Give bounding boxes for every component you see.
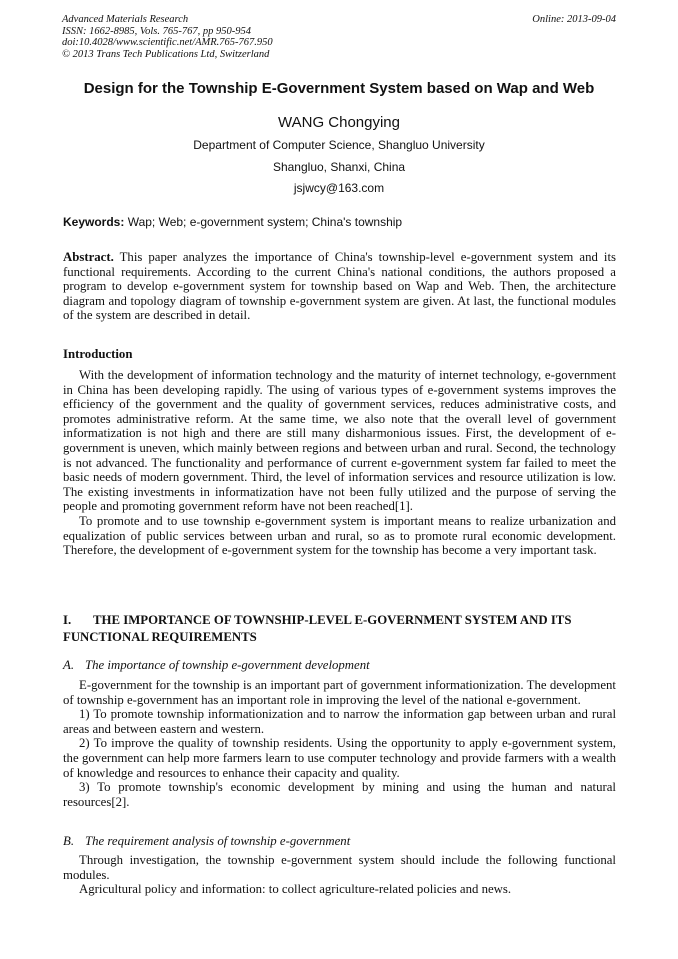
keywords-label: Keywords: — [63, 215, 125, 229]
author-name: WANG Chongying — [278, 114, 400, 131]
journal-header — [62, 14, 616, 60]
subsection-b-paragraph-2: Agricultural policy and information: to collect agriculture-related policies and news. — [79, 882, 512, 897]
subsection-b-heading — [63, 834, 350, 849]
online-date: Online: 2013-09-04 — [532, 14, 616, 25]
introduction-heading: Introduction — [63, 347, 133, 361]
subsection-a-paragraph-3: 2) To improve the quality of township residents. Using the opportunity to apply e-government system, the government can help more farmers learn to use computer technology and provide farmers with a wealth of knowledge and resources to enhance their capacity and quality. — [63, 736, 616, 780]
subsection-b-body — [63, 853, 616, 897]
section-1-heading — [63, 612, 616, 645]
abstract-text: This paper analyzes the importance of China's township-level e-government system and its functional requirements. According to the current China's national conditions, the authors proposed a program to develop e-government system for township based on Wap and Web. Then, the architecture diagram and topology diagram of township e-government system are given. At last, the functional modules of the system are described in detail. — [63, 250, 616, 323]
keywords-text: Wap; Web; e-government system; China's township — [124, 215, 403, 229]
issn-line: ISSN: 1662-8985, Vols. 765-767, pp 950-954 — [62, 25, 251, 37]
subsection-b-label: B. — [63, 834, 75, 848]
introduction-body — [63, 368, 616, 558]
affiliation-dept: Department of Computer Science, Shangluo University — [193, 138, 485, 152]
journal-name: Advanced Materials Research — [62, 14, 189, 25]
abstract — [63, 250, 616, 323]
paper-title: Design for the Township E-Government System based on Wap and Web — [83, 80, 595, 97]
subsection-a-heading — [63, 658, 370, 673]
subsection-a-label: A. — [63, 658, 75, 672]
subsection-a-paragraph-2: 1) To promote township informationization and to narrow the information gap between urban and rural areas and between eastern and western. — [63, 707, 616, 736]
subsection-b-title: The requirement analysis of township e-government — [85, 834, 351, 848]
author-email: jsjwcy@163.com — [293, 181, 385, 195]
subsection-a-title: The importance of township e-government development — [85, 658, 370, 672]
doi-line: doi:10.4028/www.scientific.net/AMR.765-767.950 — [62, 37, 273, 48]
subsection-b-paragraph-1: Through investigation, the township e-government system should include the following functional modules. — [63, 853, 616, 882]
intro-paragraph-2: To promote and to use township e-government system is important means to realize urbanization and equalization of public services between urban and rural, so as to promote rural economic development. Therefore, the development of e-government system for the township has become a very important task. — [63, 513, 616, 558]
section-1-number: I. — [63, 613, 72, 627]
affiliation-location: Shangluo, Shanxi, China — [272, 160, 406, 174]
abstract-label: Abstract. — [63, 250, 114, 264]
subsection-a-paragraph-1: E-government for the township is an important part of government informationization. The development of township e-government has an important role in improving the level of the national e-government. — [63, 678, 616, 707]
subsection-a-paragraph-4: 3) To promote township's economic development by mining and using the human and natural resources[2]. — [63, 780, 616, 809]
section-1-title: THE IMPORTANCE OF TOWNSHIP-LEVEL E-GOVERNMENT SYSTEM AND ITS FUNCTIONAL REQUIREMENTS — [63, 613, 572, 644]
subsection-a-body — [63, 678, 616, 809]
copyright-line: © 2013 Trans Tech Publications Ltd, Switzerland — [62, 48, 270, 60]
intro-paragraph-1: With the development of information technology and the maturity of internet technology, e-government in China has been developing rapidly. The using of various types of e-government systems improves the efficiency of the government and the quality of government services, reduces administrative costs, and promotes administrative reform. At the same time, we also note that the overall level of government informatization is not high and there are still many disharmonious issues. First, the development of e-government is uneven, which mainly between regions and between urban and rural. Second, the technology is not advanced. The functionality and performance of current e-government system far failed to meet the basic needs of modern government. Third, the level of information services and resource utilization is low. The existing investments in informatization have not been fully utilized and the purpose of serving the people and promoting government reform have not been reached[1]. — [63, 368, 616, 514]
keywords — [63, 215, 616, 229]
